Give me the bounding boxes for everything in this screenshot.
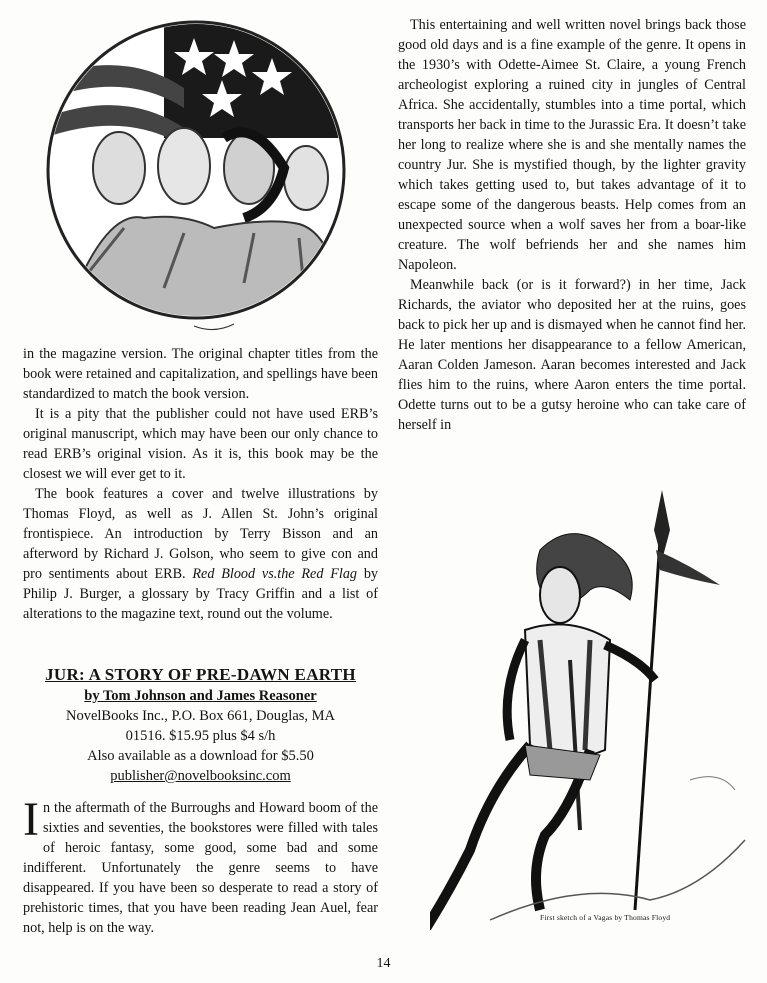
left-column-text [23,344,378,624]
review-authors: by Tom Johnson and James Reasoner [84,688,317,704]
review-body [23,793,378,938]
paragraph: Meanwhile back (or is it forward?) in her time, Jack Richards, the aviator who deposited her at the ruins, goes back to pick her up and is dismayed when he cannot find her. He later mentions her disappearance to a fellow American, Aaran Colden Jameson. Aaran becomes interested and Jack flies him to the ruins, where Aaron enters the time portal. Odette turns out to be a gutsy heroine who can take care of herself in [398,277,746,433]
page-number: 14 [376,956,391,971]
text-run: The book features a cover and twelve illustrations by Thomas Floyd, as well as J. Allen St. John’s original frontispiece. An introduction by Terry Bisson and an afterword by Richard J. Golson, who seem to give con and pro sentiments about ERB. [23,486,378,582]
publisher-email-link[interactable]: publisher@novelbooksinc.com [110,768,291,784]
text-run: by Philip J. Burger, a glossary by Tracy Griffin and a list of alterations to the magazine text, round out the volume. [23,566,379,622]
price-line: 01516. $15.95 plus $4 s/h [125,728,276,744]
book-title-italic: Red Blood vs.the Red Flag [192,566,358,582]
paragraph: It is a pity that the publisher could not have used ERB’s original manuscript, which may have been our only chance to read ERB’s original vision. As it is, this book may be the closest we will ever get to it. [23,406,378,482]
review-header [23,664,378,786]
vagas-warrior-with-spear-illustration [430,490,750,930]
right-column-text [398,15,746,435]
illustration-caption: First sketch of a Vagas by Thomas Floyd [540,913,671,922]
drop-cap: I [23,793,39,846]
paragraph: This entertaining and well written novel brings back those good old days and is a fine example of the genre. It opens in the 1930’s with Odette-Aimee St. Claire, a young French archeologist exploring a ruined city in jungles of Central Africa. She accidentally, stumbles into a time portal, which transports her back in time to the Jurassic Era. It doesn’t take her long to realize where she is and she mentally names the country Jur. She is mystified though, by the lighter gravity which takes getting used to, but takes advantage of it to escape some of the dangerous beasts. Help comes from an unexpected source when a wolf saves her from a boar-like creature. The wolf befriends her and she names him Napoleon. [398,17,746,273]
paragraph [23,793,378,938]
four-heroes-with-flag-illustration [44,18,354,338]
download-line: Also available as a download for $5.50 [87,748,314,764]
publisher-line: NovelBooks Inc., P.O. Box 661, Douglas, MA [65,708,336,724]
paragraph: in the magazine version. The original chapter titles from the book were retained and capitalization, and spellings have been standardized to match the book version. [23,346,378,402]
review-title: JUR: A STORY OF PRE-DAWN EARTH [45,665,356,684]
paragraph [23,484,378,624]
text-run: n the aftermath of the Burroughs and Howard boom of the sixties and seventies, the bookstores were filled with tales of heroic fantasy, some good, some bad and some indifferent. Unfortunately the genre seems to have disappeared. If you have been so desperate to read a story of prehistoric times, that you have been reading Jean Auel, fear not, help is on the way. [23,800,378,936]
